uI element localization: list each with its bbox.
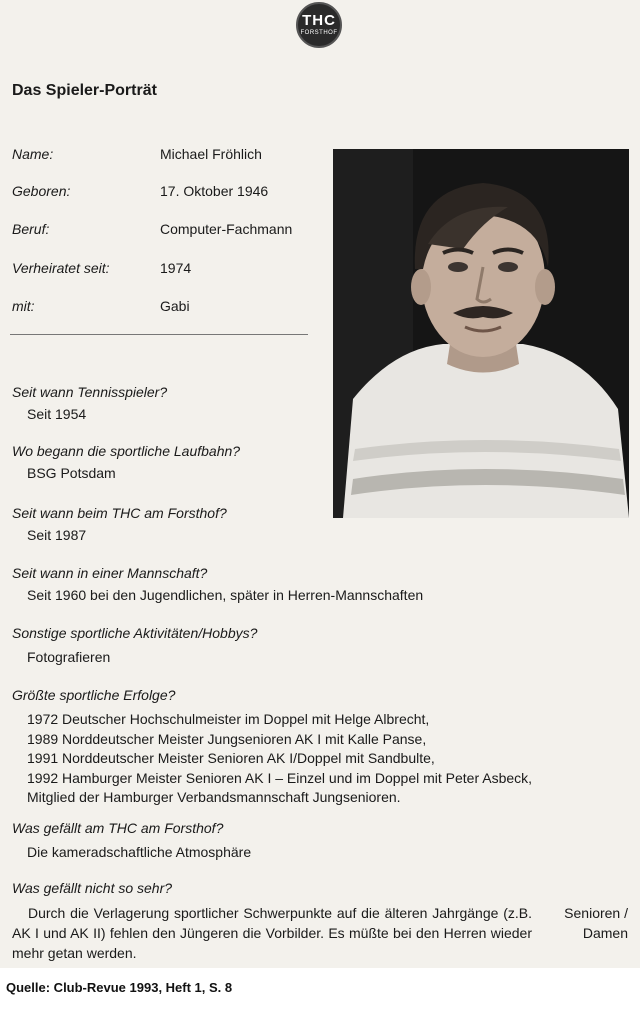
name-label: Name:: [12, 146, 54, 162]
born-value: 17. Oktober 1946: [160, 183, 269, 199]
question-since-when-tennis: Seit wann Tennisspieler?: [12, 384, 168, 400]
question-since-when-team: Seit wann in einer Mannschaft?: [12, 565, 208, 581]
bleed-through-left: [12, 60, 312, 80]
answer-hobbies: Fotografieren: [27, 649, 111, 665]
logo-text-bottom: FORSTHOF: [300, 30, 338, 36]
question-biggest-successes: Größte sportliche Erfolge?: [12, 687, 176, 703]
achievements-list: [27, 710, 532, 808]
married-since-label: Verheiratet seit:: [12, 260, 110, 276]
profession-label: Beruf:: [12, 221, 50, 237]
source-caption: Quelle: Club-Revue 1993, Heft 1, S. 8: [6, 980, 233, 995]
married-since-value: 1974: [160, 260, 192, 276]
page-title: Das Spieler-Porträt: [12, 82, 157, 99]
answer-career-start: BSG Potsdam: [27, 465, 116, 481]
question-what-you-dislike: Was gefällt nicht so sehr?: [12, 880, 173, 896]
club-logo: [296, 2, 342, 48]
bleed-through-right: [325, 60, 635, 80]
spouse-value: Gabi: [160, 298, 190, 314]
spouse-label: mit:: [12, 298, 35, 314]
achievement-item: 1989 Norddeutscher Meister Jungsenioren AK I mit Kalle Panse,: [27, 730, 427, 747]
profession-value: Computer-Fachmann: [160, 221, 293, 237]
divider: [10, 334, 308, 335]
player-portrait-photo: [333, 149, 629, 518]
question-what-you-like: Was gefällt am THC am Forsthof?: [12, 820, 224, 836]
answer-what-you-dislike: Durch die Verlagerung sportlicher Schwerpunkte auf die älteren Jahrgänge (z.B. AK I und AK II) fehlen den Jüngeren die Vorbilder. Es müßte bei den Herren wieder mehr getan werden.: [12, 905, 532, 961]
name-value: Michael Fröhlich: [160, 146, 262, 162]
logo-text-top: THC: [302, 12, 336, 29]
born-label: Geboren:: [12, 183, 71, 199]
achievement-item: 1992 Hamburger Meister Senioren AK I – Einzel und im Doppel mit Peter Asbeck,: [27, 769, 533, 786]
side-note: Senioren / Damen: [564, 905, 628, 941]
question-career-start: Wo begann die sportliche Laufbahn?: [12, 443, 241, 459]
answer-since-when-thc: Seit 1987: [27, 527, 87, 543]
achievement-item: 1972 Deutscher Hochschulmeister im Doppel mit Helge Albrecht,: [27, 711, 430, 727]
answer-since-when-team: Seit 1960 bei den Jugendlichen, später in Herren-Mannschaften: [27, 587, 424, 603]
question-since-when-thc: Seit wann beim THC am Forsthof?: [12, 505, 227, 521]
achievement-item: Mitglied der Hamburger Verbandsmannschaft Jungsenioren.: [27, 789, 401, 805]
answer-what-you-like: Die kameradschaftliche Atmosphäre: [27, 844, 252, 860]
achievement-item: 1991 Norddeutscher Meister Senioren AK I/Doppel mit Sandbulte,: [27, 750, 435, 766]
portrait-illustration: [333, 149, 629, 518]
question-hobbies: Sonstige sportliche Aktivitäten/Hobbys?: [12, 625, 258, 641]
answer-since-when-tennis: Seit 1954: [27, 406, 87, 422]
